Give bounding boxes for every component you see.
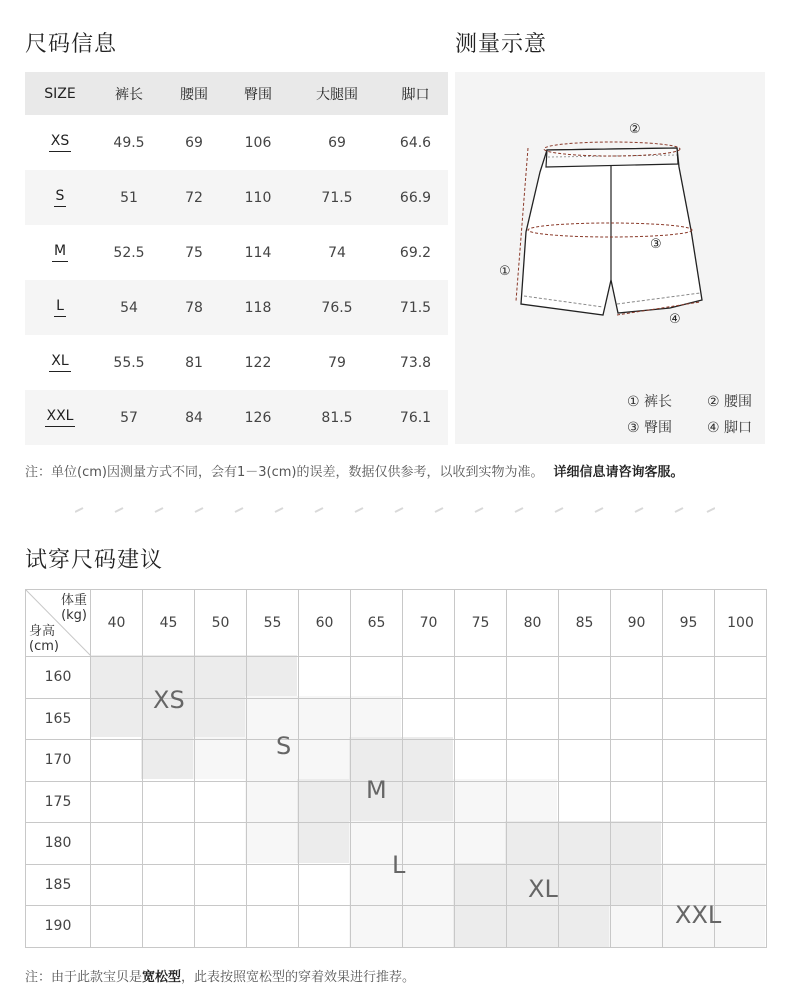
table-row [25,280,448,335]
marker-3: ③ [650,237,662,252]
zone-label-xxl: XXL [675,901,722,929]
weight-col: 75 [455,590,507,657]
table-cell: 81.5 [321,409,353,426]
table-cell: 49.5 [113,134,145,151]
table-cell: 110 [244,189,272,206]
weight-col: 55 [247,590,299,657]
table-cell: 76.5 [321,299,353,316]
col-hip: 臀围 [244,86,272,103]
weight-col: 80 [507,590,559,657]
table-cell: 66.9 [399,189,432,206]
height-row [26,781,767,823]
height-row [26,698,767,740]
legend-hip: ③ 臀围 [627,420,673,436]
fit-note [25,966,415,985]
weight-col: 40 [91,590,143,657]
weight-col: 50 [195,590,247,657]
table-cell: 69 [328,134,346,151]
height-row [26,657,767,699]
note-bold: 详细信息请咨询客服。 [553,465,684,480]
col-hem: 脚口 [401,86,430,103]
measure-title: 测量示意 [455,32,548,57]
table-cell: 71.5 [321,189,353,206]
table-cell: 79 [328,354,346,371]
fit-note-prefix: 注：由于此款宝贝是 [25,970,143,985]
zone-label-m: M [366,776,387,804]
shorts-diagram [455,72,765,444]
table-cell: 54 [120,299,138,316]
height-label: 175 [26,781,91,823]
col-waist: 腰围 [180,86,208,103]
table-cell: 73.8 [399,354,432,371]
table-cell: 71.5 [399,299,432,316]
table-cell: 72 [185,189,203,206]
size-cell: S [25,170,95,225]
zone-label-s: S [276,732,292,760]
table-row [25,335,448,390]
weight-col: 70 [403,590,455,657]
table-cell: 69 [185,134,203,151]
legend-hem: ④ 脚口 [707,420,753,436]
table-cell: 51 [120,189,138,206]
size-table-header [25,72,448,115]
legend-length: ① 裤长 [627,394,673,410]
fit-table [25,589,767,948]
table-cell: 78 [185,299,203,316]
height-label: 180 [26,823,91,865]
table-cell: 81 [185,354,203,371]
height-label: 185 [26,864,91,906]
weight-col: 45 [143,590,195,657]
table-cell: 126 [244,409,272,426]
table-row [25,170,448,225]
height-row [26,906,767,948]
table-cell: 122 [244,354,272,371]
table-cell: 64.6 [399,134,432,151]
zone-label-xs: XS [153,686,185,714]
size-cell: M [25,225,95,280]
table-cell: 114 [244,244,272,261]
height-label: 170 [26,740,91,782]
measurement-note [25,461,683,480]
height-row [26,740,767,782]
table-cell: 75 [185,244,203,261]
weight-col: 65 [351,590,403,657]
note-text: 注：单位(cm)因测量方式不同，会有1－3(cm)的误差，数据仅供参考，以收到实物为准。 [25,465,544,480]
measure-panel [455,72,765,444]
table-cell: 84 [185,409,203,426]
table-row [25,390,448,445]
table-cell: 57 [120,409,138,426]
table-cell: 106 [244,134,272,151]
table-cell: 74 [328,244,346,261]
weight-header-row [26,590,767,657]
size-table [25,72,448,445]
size-cell: XS [25,115,95,170]
size-cell: L [25,280,95,335]
divider [75,506,715,514]
corner-cell [26,590,91,657]
marker-4: ④ [669,312,681,327]
weight-col: 95 [663,590,715,657]
size-cell: XXL [25,390,95,445]
height-label: 160 [26,657,91,699]
zone-label-xl: XL [528,875,558,903]
fit-note-bold: 宽松型 [142,970,182,985]
marker-2: ② [629,122,641,137]
weight-col: 100 [715,590,767,657]
table-cell: 55.5 [113,354,145,371]
corner-height-label: 身高 (cm) [29,624,59,654]
height-label: 190 [26,906,91,948]
table-row [25,115,448,170]
col-thigh: 大腿围 [316,86,358,103]
table-cell: 76.1 [399,409,432,426]
weight-col: 85 [559,590,611,657]
table-cell: 118 [244,299,272,316]
height-label: 165 [26,698,91,740]
col-length: 裤长 [115,86,143,103]
size-cell: XL [25,335,95,390]
size-info-title: 尺码信息 [25,32,118,57]
table-cell: 69.2 [399,244,432,261]
legend-waist: ② 腰围 [707,394,753,410]
fit-title: 试穿尺码建议 [25,548,164,573]
zone-label-l: L [392,851,406,879]
table-cell: 52.5 [113,244,145,261]
weight-col: 90 [611,590,663,657]
col-size: SIZE [44,85,76,102]
fit-grid [25,589,765,948]
table-row [25,225,448,280]
marker-1: ① [499,264,511,279]
corner-weight-label: 体重 (kg) [60,593,87,623]
fit-note-suffix: ，此表按照宽松型的穿着效果进行推荐。 [181,970,416,985]
weight-col: 60 [299,590,351,657]
